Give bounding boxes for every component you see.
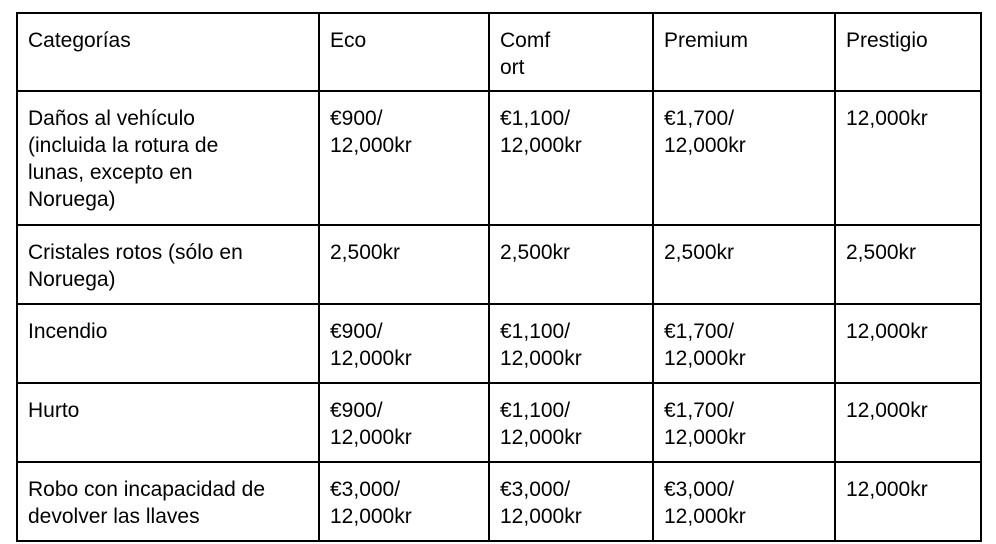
table-row: [17, 304, 981, 383]
row-comfort-cell: €1,100/ 12,000kr: [489, 383, 653, 462]
header-cell-premium: Premium: [653, 13, 835, 91]
row-category-cell: Hurto: [17, 383, 319, 462]
table-row: [17, 383, 981, 462]
row-eco-cell: €900/ 12,000kr: [319, 304, 489, 383]
table-row: [17, 225, 981, 304]
row-premium-cell: 2,500kr: [653, 225, 835, 304]
row-prestigio-cell: 12,000kr: [835, 91, 981, 225]
row-category-cell: Daños al vehículo (incluida la rotura de lunas, excepto en Noruega): [17, 91, 319, 225]
row-comfort-cell: €1,100/ 12,000kr: [489, 91, 653, 225]
header-cell-comfort: Comf ort: [489, 13, 653, 91]
row-comfort-cell: €3,000/ 12,000kr: [489, 462, 653, 541]
row-premium-cell: €3,000/ 12,000kr: [653, 462, 835, 541]
row-prestigio-cell: 12,000kr: [835, 383, 981, 462]
row-comfort-cell: €1,100/ 12,000kr: [489, 304, 653, 383]
row-category-cell: Incendio: [17, 304, 319, 383]
row-premium-cell: €1,700/ 12,000kr: [653, 304, 835, 383]
header-cell-categories: Categorías: [17, 13, 319, 91]
row-prestigio-cell: 2,500kr: [835, 225, 981, 304]
row-category-cell: Cristales rotos (sólo en Noruega): [17, 225, 319, 304]
table-row: [17, 462, 981, 541]
table-row: [17, 91, 981, 225]
coverage-table: [16, 12, 982, 542]
row-prestigio-cell: 12,000kr: [835, 304, 981, 383]
row-eco-cell: 2,500kr: [319, 225, 489, 304]
row-comfort-cell: 2,500kr: [489, 225, 653, 304]
row-eco-cell: €900/ 12,000kr: [319, 383, 489, 462]
row-prestigio-cell: 12,000kr: [835, 462, 981, 541]
row-eco-cell: €900/ 12,000kr: [319, 91, 489, 225]
header-cell-prestigio: Prestigio: [835, 13, 981, 91]
row-category-cell: Robo con incapacidad de devolver las llaves: [17, 462, 319, 541]
row-premium-cell: €1,700/ 12,000kr: [653, 91, 835, 225]
table-header-row: [17, 13, 981, 91]
row-eco-cell: €3,000/ 12,000kr: [319, 462, 489, 541]
row-premium-cell: €1,700/ 12,000kr: [653, 383, 835, 462]
header-cell-eco: Eco: [319, 13, 489, 91]
